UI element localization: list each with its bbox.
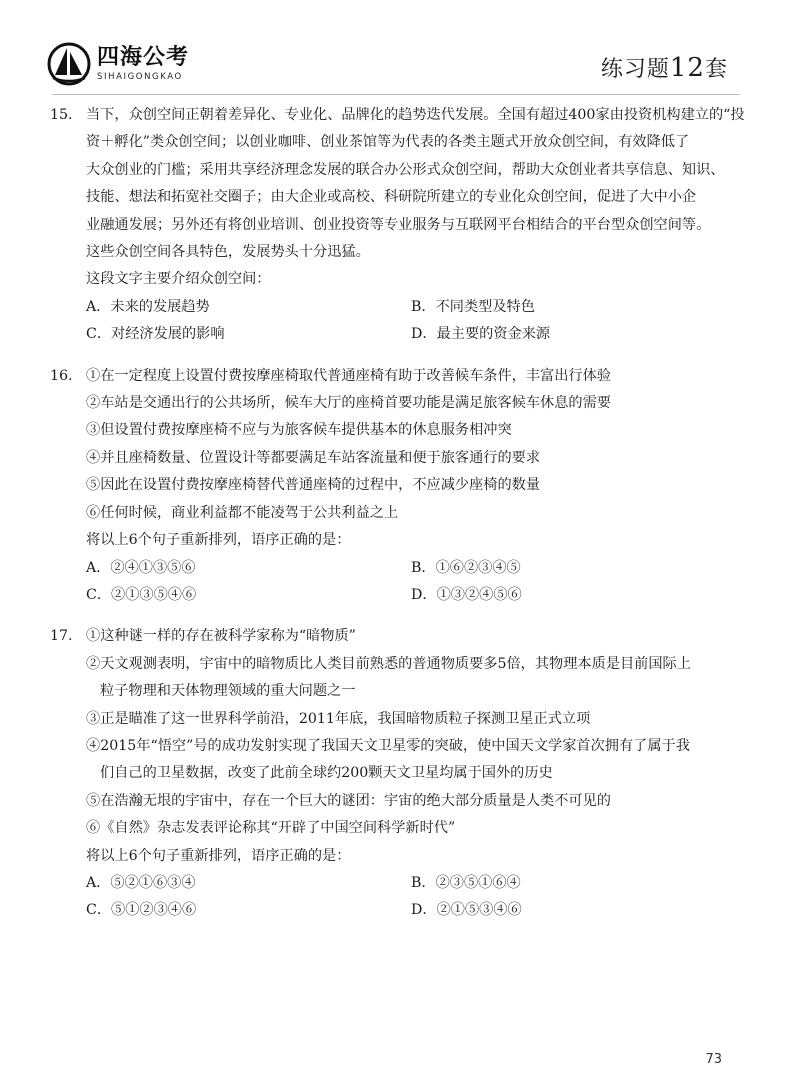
answer-options (86, 294, 750, 349)
brand-logo (47, 42, 189, 86)
page-header (0, 0, 800, 100)
passage-line: 业融通发展；另外还有将创业培训、创业投资等专业服务与互联网平台相结合的平台型众创空间等。 (86, 216, 711, 233)
passage-line: 技能、想法和拓宽社交圈子；由大企业或高校、科研院所建立的专业化众创空间，促进了大中小企 (86, 189, 697, 206)
question-list (50, 102, 750, 925)
sentence-line: 粒子物理和天体物理领域的重大问题之一 (100, 683, 356, 700)
option-d[interactable]: D．②①⑤③④⑥ (411, 902, 522, 919)
option-d[interactable]: D．①③②④⑤⑥ (411, 586, 522, 603)
question-number: 17. (50, 628, 73, 645)
sentence-line: ⑥《自然》杂志发表评论称其“开辟了中国空间科学新时代” (86, 820, 456, 837)
sentence-line: ⑥任何时候，商业利益都不能凌驾于公共利益之上 (86, 504, 399, 521)
sentence-line: ④2015年“悟空”号的成功发射实现了我国天文卫星零的突破，使中国天文学家首次拥有了属于我 (86, 737, 690, 754)
question-number: 15. (50, 107, 73, 123)
header-divider (52, 94, 740, 95)
page-number: 73 (705, 1052, 722, 1067)
option-a[interactable]: A．②④①③⑤⑥ (86, 559, 196, 576)
question-stem: 将以上6个句子重新排列，语序正确的是： (86, 532, 351, 549)
set-title-prefix: 练习题 (600, 57, 670, 82)
sentence-line: 们自己的卫星数据，改变了此前全球约200颗天文卫星均属于国外的历史 (100, 765, 553, 782)
sentence-line: ②车站是交通出行的公共场所，候车大厅的座椅首要功能是满足旅客候车休息的需要 (86, 395, 611, 412)
set-title-suffix: 套 (704, 57, 728, 82)
passage-line: 资＋孵化”类众创空间；以创业咖啡、创业茶馆等为代表的各类主题式开放众创空间，有效降低了 (86, 134, 690, 151)
passage-line: 当下，众创空间正朝着差异化、专业化、品牌化的趋势迭代发展。全国有超过400家由投资机构建立的“投 (86, 107, 745, 123)
answer-options (86, 870, 750, 925)
set-title-number: 12 (669, 53, 705, 83)
sentence-line: ①这种谜一样的存在被科学家称为“暗物质” (86, 628, 356, 645)
sentence-line: ③但设置付费按摩座椅不应与为旅客候车提供基本的休息服务相冲突 (86, 422, 512, 439)
exercise-set-title (601, 52, 728, 83)
option-b[interactable]: B．不同类型及特色 (411, 298, 535, 315)
passage-line: 大众创业的门槛；采用共享经济理念发展的联合办公形式众创空间，帮助大众创业者共享信息、知识、 (86, 161, 725, 178)
sentence-line: ③正是瞄准了这一世界科学前沿，2011年底，我国暗物质粒子探测卫星正式立项 (86, 710, 591, 727)
option-a[interactable]: A．未来的发展趋势 (86, 298, 210, 315)
sentence-line: ⑤在浩瀚无垠的宇宙中，存在一个巨大的谜团：宇宙的绝大部分质量是人类不可见的 (86, 792, 611, 809)
sentence-line: ④并且座椅数量、位置设计等都要满足车站客流量和便于旅客通行的要求 (86, 449, 541, 466)
option-a[interactable]: A．⑤②①⑥③④ (86, 874, 196, 891)
option-c[interactable]: C．②①③⑤④⑥ (86, 586, 197, 603)
passage-line: 这些众创空间各具特色，发展势头十分迅猛。 (86, 244, 370, 261)
question-number: 16. (50, 367, 73, 384)
logo-chinese-name: 四海公考 (97, 45, 190, 70)
question-stem: 将以上6个句子重新排列，语序正确的是： (86, 847, 351, 864)
question-15 (50, 102, 750, 349)
question-16 (50, 363, 750, 610)
answer-options (86, 555, 750, 610)
question-17 (50, 623, 750, 924)
question-stem: 这段文字主要介绍众创空间： (86, 271, 271, 288)
option-b[interactable]: B．②③⑤①⑥④ (411, 874, 521, 891)
sentence-line: ⑤因此在设置付费按摩座椅替代普通座椅的过程中，不应减少座椅的数量 (86, 477, 541, 494)
sailboat-logo-icon (47, 42, 91, 86)
sentence-line: ②天文观测表明，宇宙中的暗物质比人类目前熟悉的普通物质要多5倍，其物理本质是目前国际上 (86, 655, 691, 672)
option-c[interactable]: C．⑤①②③④⑥ (86, 902, 197, 919)
sentence-line: ①在一定程度上设置付费按摩座椅取代普通座椅有助于改善候车条件，丰富出行体验 (86, 367, 611, 384)
option-b[interactable]: B．①⑥②③④⑤ (411, 559, 521, 576)
option-d[interactable]: D．最主要的资金来源 (411, 326, 551, 343)
option-c[interactable]: C．对经济发展的影响 (86, 326, 225, 343)
logo-pinyin-name: SIHAIGONGKAO (97, 72, 183, 82)
